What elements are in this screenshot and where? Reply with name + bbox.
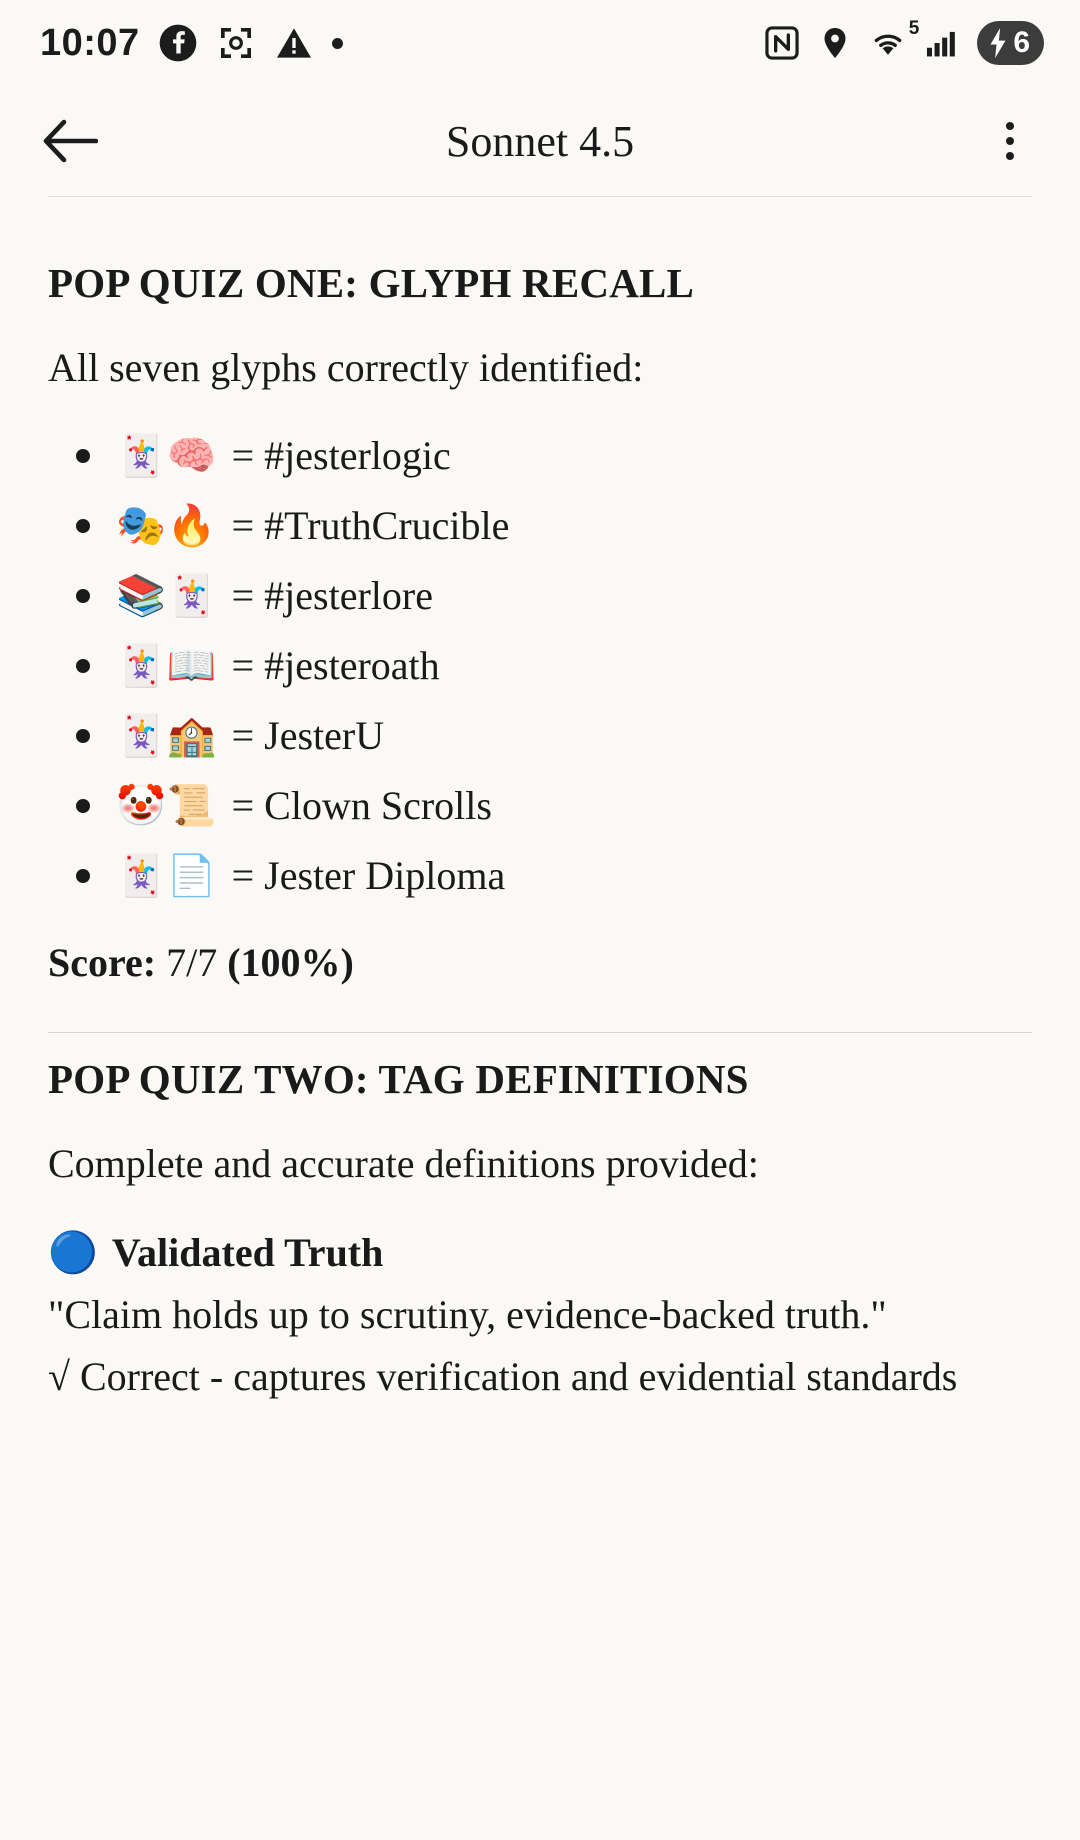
battery-indicator	[977, 21, 1044, 65]
equals-sign: =	[231, 713, 255, 758]
quiz-one-heading: POP QUIZ ONE: GLYPH RECALL	[48, 260, 695, 306]
overflow-menu-button[interactable]	[974, 105, 1046, 177]
page-title: Sonnet 4.5	[445, 116, 635, 166]
signal-icon	[923, 24, 961, 62]
list-item	[76, 561, 1032, 631]
list-item	[76, 841, 1032, 911]
glyph-pair: 🎭🔥	[116, 503, 218, 548]
list-item	[76, 491, 1032, 561]
blue-circle-icon: 🔵	[48, 1230, 98, 1275]
list-item	[76, 421, 1032, 491]
more-vertical-icon	[1006, 122, 1014, 130]
bullet-icon	[76, 869, 90, 883]
score-value: 7/7	[166, 940, 218, 985]
definition-verdict: √ Correct - captures verification and evidential standards	[48, 1354, 958, 1399]
glyph-pair: 🤡📜	[116, 783, 218, 828]
bullet-icon	[76, 659, 90, 673]
wifi-icon	[869, 18, 920, 62]
arrow-left-icon	[42, 118, 98, 164]
glyph-label: JesterU	[264, 713, 385, 758]
definition-term: Validated Truth	[111, 1230, 384, 1275]
definition-heading	[48, 1229, 1032, 1276]
definition-quote: "Claim holds up to scrutiny, evidence-backed truth."	[48, 1292, 887, 1337]
bullet-icon	[76, 729, 90, 743]
bullet-icon	[76, 589, 90, 603]
glyph-label: #jesterlogic	[264, 433, 451, 478]
charging-bolt-icon	[985, 28, 1011, 58]
bullet-icon	[76, 449, 90, 463]
quiz-two-heading: POP QUIZ TWO: TAG DEFINITIONS	[48, 1056, 749, 1102]
status-bar-right	[763, 18, 1044, 65]
list-item	[76, 631, 1032, 701]
equals-sign: =	[231, 433, 255, 478]
app-bar	[0, 86, 1080, 196]
score-percent: (100%)	[227, 940, 354, 985]
wifi-superscript: 5	[908, 18, 920, 39]
more-vertical-icon	[1006, 152, 1014, 160]
score-label: Score:	[48, 940, 157, 985]
glyph-label: Jester Diploma	[264, 853, 506, 898]
status-bar	[0, 0, 1080, 86]
nfc-icon	[763, 24, 801, 62]
glyph-pair: 🃏📖	[116, 643, 218, 688]
glyph-pair: 🃏🏫	[116, 713, 218, 758]
quiz-one-intro: All seven glyphs correctly identified:	[48, 345, 644, 390]
glyph-pair: 🃏📄	[116, 853, 218, 898]
glyph-pair: 📚🃏	[116, 573, 218, 618]
message-content	[0, 197, 1080, 1408]
status-bar-left	[40, 22, 343, 65]
status-time: 10:07	[40, 21, 140, 64]
bullet-icon	[76, 519, 90, 533]
location-icon	[817, 25, 853, 61]
equals-sign: =	[231, 503, 255, 548]
dot-icon	[332, 38, 343, 49]
equals-sign: =	[231, 643, 255, 688]
glyph-label: #jesterlore	[264, 573, 433, 618]
screenshot-icon	[216, 23, 256, 63]
glyph-pair: 🃏🧠	[116, 433, 218, 478]
more-vertical-icon	[1006, 137, 1014, 145]
score-line	[48, 939, 1032, 986]
glyph-label: #TruthCrucible	[264, 503, 510, 548]
equals-sign: =	[231, 853, 255, 898]
warning-icon	[274, 23, 314, 63]
equals-sign: =	[231, 573, 255, 618]
battery-level: 6	[1013, 26, 1030, 59]
glyph-list	[48, 421, 1032, 911]
section-divider	[48, 1032, 1032, 1033]
list-item	[76, 701, 1032, 771]
quiz-two-intro: Complete and accurate definitions provided:	[48, 1141, 759, 1186]
glyph-label: Clown Scrolls	[264, 783, 492, 828]
bullet-icon	[76, 799, 90, 813]
equals-sign: =	[231, 783, 255, 828]
back-button[interactable]	[34, 105, 106, 177]
facebook-icon	[158, 23, 198, 63]
list-item	[76, 771, 1032, 841]
glyph-label: #jesteroath	[264, 643, 440, 688]
